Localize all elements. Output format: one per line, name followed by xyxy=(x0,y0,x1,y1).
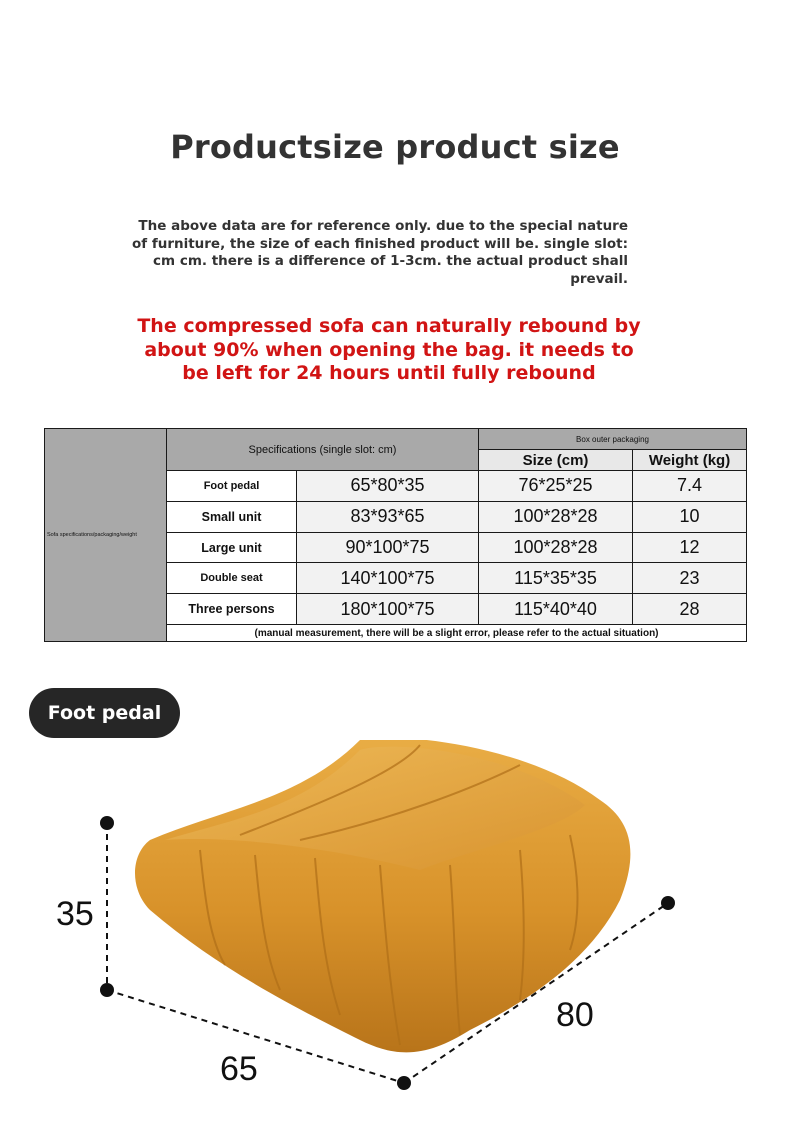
box-header: Box outer packaging xyxy=(479,429,747,450)
spec-header: Specifications (single slot: cm) xyxy=(167,429,479,471)
width-dimension: 65 xyxy=(220,1050,258,1088)
depth-dimension: 80 xyxy=(556,996,594,1034)
height-dimension: 35 xyxy=(56,895,94,933)
product-label: Foot pedal xyxy=(29,688,180,738)
row-weight: 23 xyxy=(633,563,747,594)
row-name: Large unit xyxy=(167,532,297,563)
row-box: 100*28*28 xyxy=(479,532,633,563)
row-weight: 10 xyxy=(633,501,747,532)
row-weight: 7.4 xyxy=(633,471,747,502)
page-title: Productsize product size xyxy=(170,128,620,166)
row-spec: 65*80*35 xyxy=(297,471,479,502)
row-spec: 180*100*75 xyxy=(297,594,479,625)
spec-table xyxy=(44,428,747,642)
weight-header: Weight (kg) xyxy=(633,450,747,471)
row-spec: 83*93*65 xyxy=(297,501,479,532)
reference-note: The above data are for reference only. due to the special nature of furniture, the size of each finished product will be. single slot: cm cm. there is a difference of 1-3cm. the actual product shall prevail. xyxy=(131,218,628,287)
row-box: 115*40*40 xyxy=(479,594,633,625)
row-box: 76*25*25 xyxy=(479,471,633,502)
row-name: Double seat xyxy=(167,563,297,594)
rebound-warning: The compressed sofa can naturally rebound by about 90% when opening the bag. it needs to be left for 24 hours until fully rebound xyxy=(137,315,641,384)
size-header: Size (cm) xyxy=(479,450,633,471)
row-name: Small unit xyxy=(167,501,297,532)
row-spec: 140*100*75 xyxy=(297,563,479,594)
row-box: 100*28*28 xyxy=(479,501,633,532)
row-weight: 28 xyxy=(633,594,747,625)
table-footer: (manual measurement, there will be a slight error, please refer to the actual situation) xyxy=(167,625,747,642)
row-weight: 12 xyxy=(633,532,747,563)
row-name: Foot pedal xyxy=(167,471,297,502)
foot-pedal-illustration xyxy=(0,740,790,1140)
row-box: 115*35*35 xyxy=(479,563,633,594)
row-spec: 90*100*75 xyxy=(297,532,479,563)
row-name: Three persons xyxy=(167,594,297,625)
side-label: Sofa specifications/packaging/weight xyxy=(45,429,167,642)
